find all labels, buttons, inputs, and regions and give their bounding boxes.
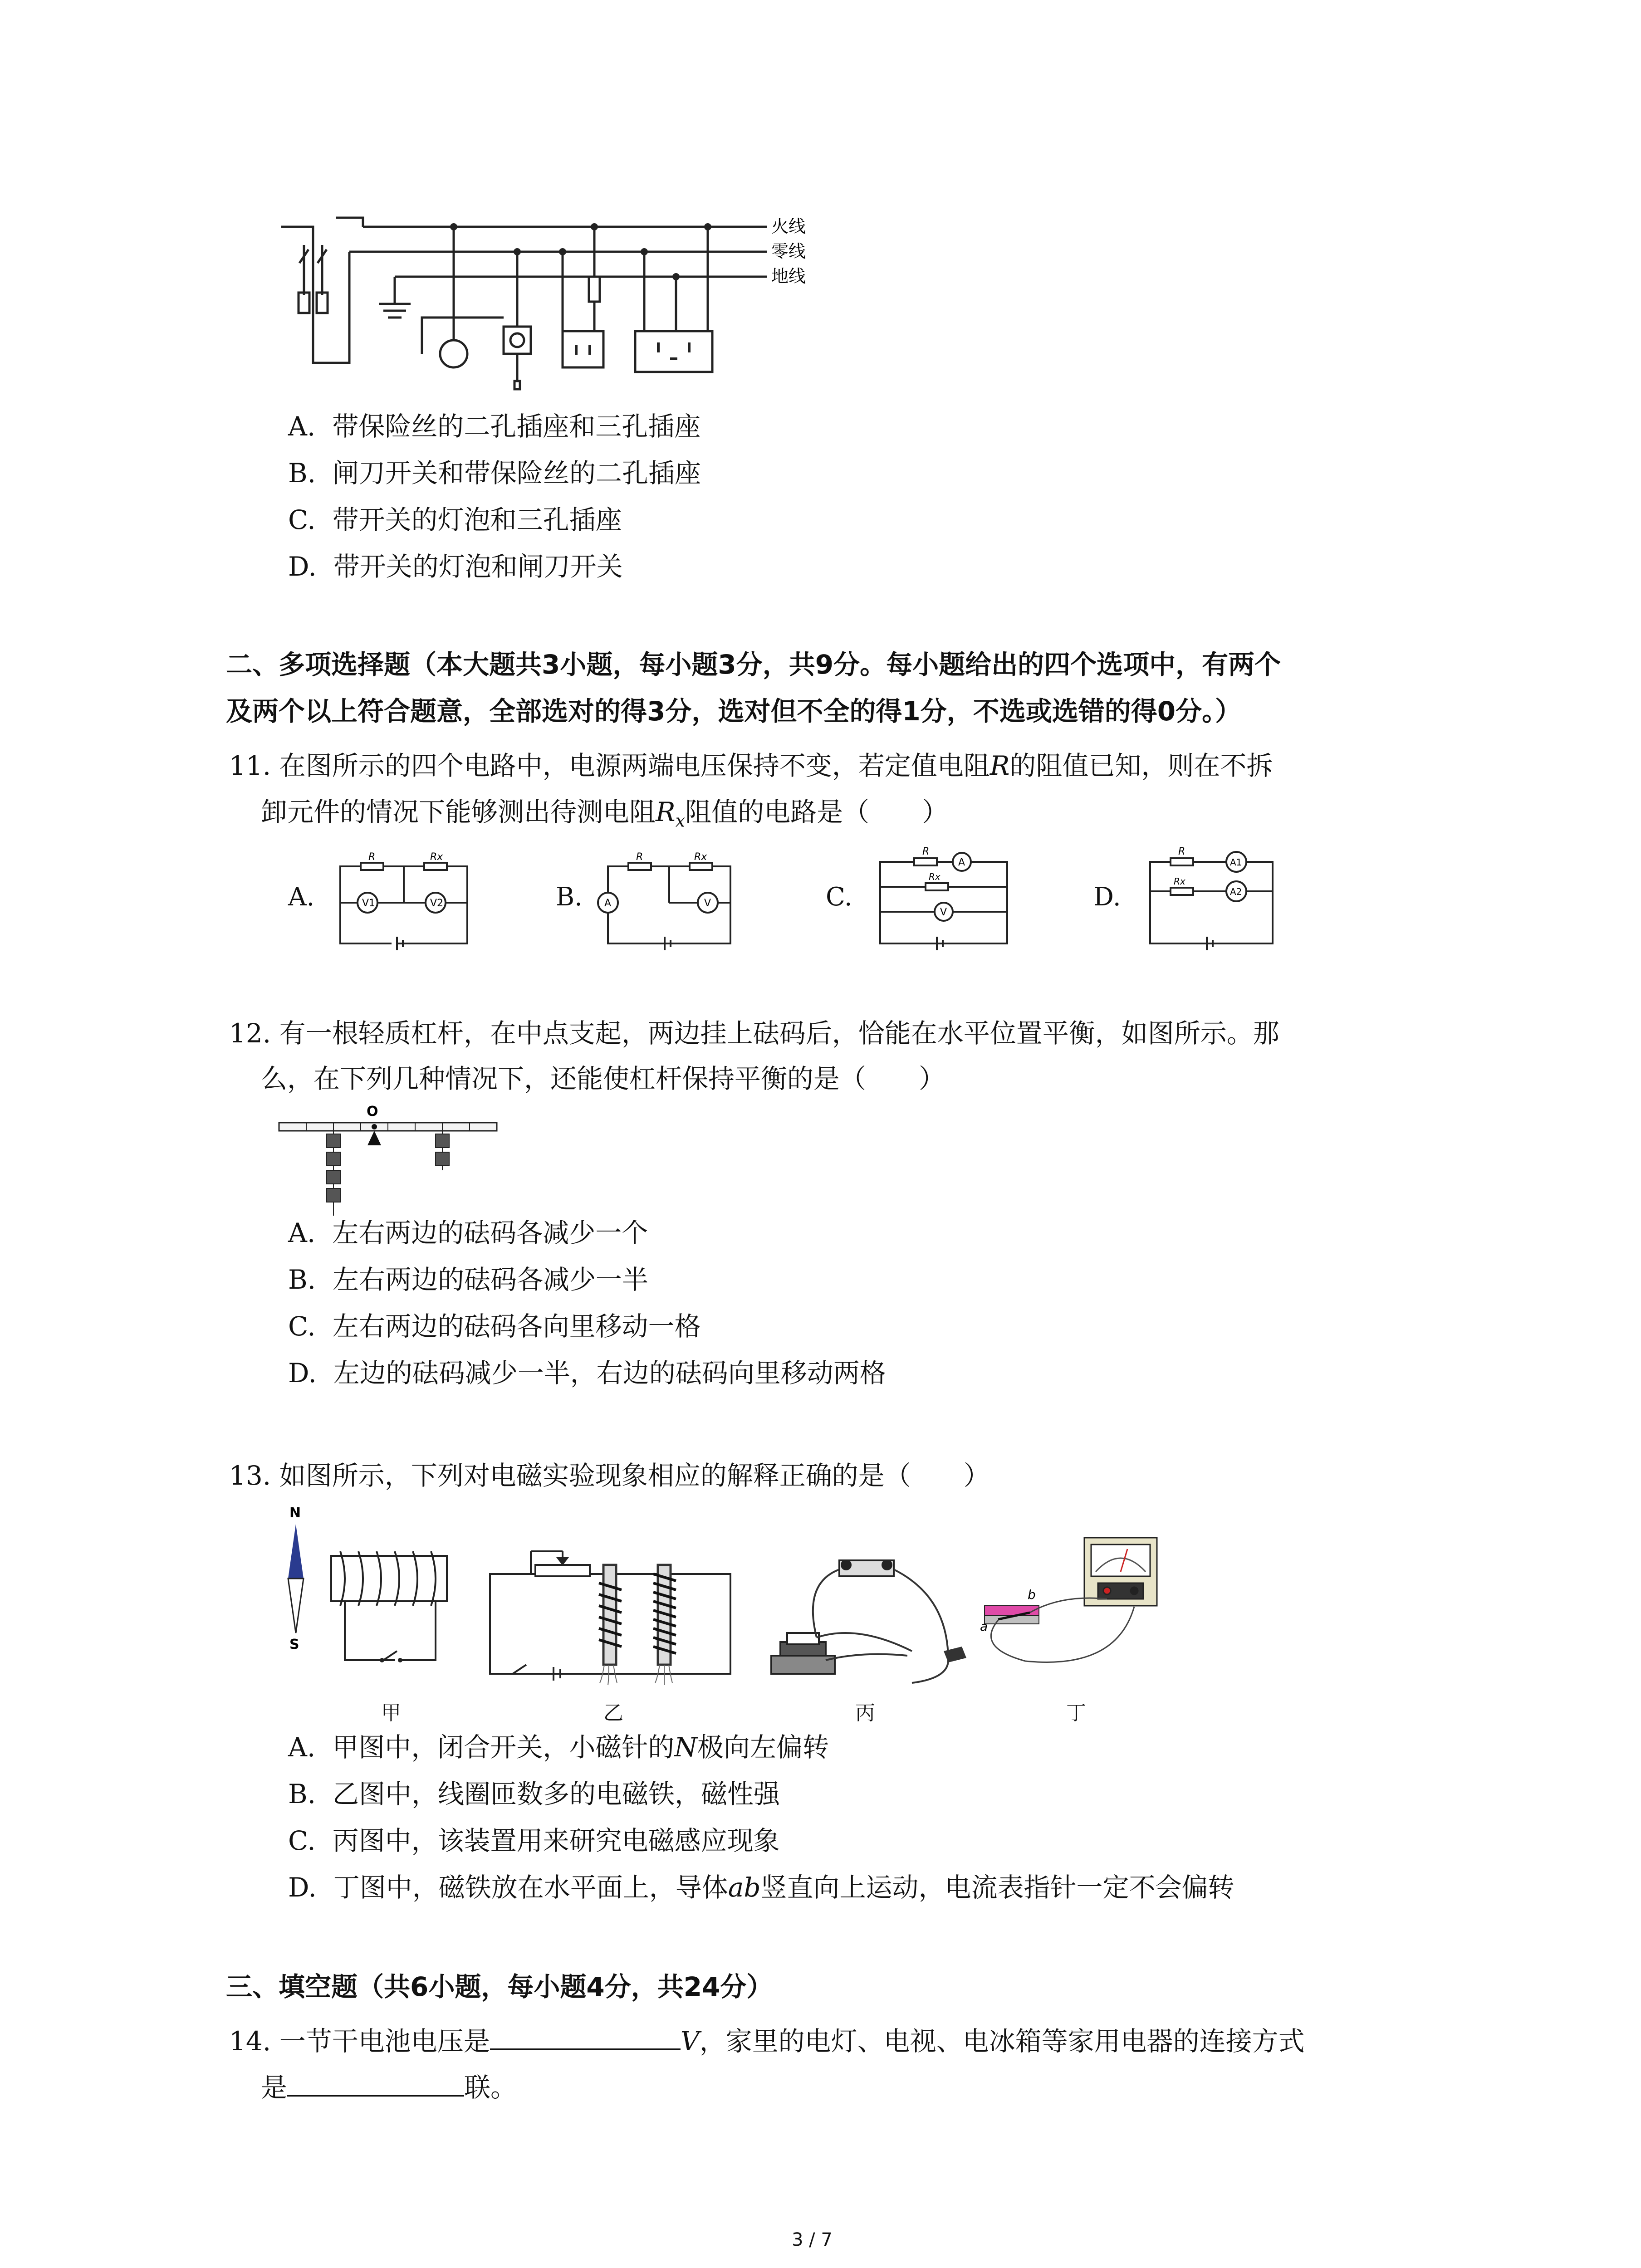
compass-s-label: S bbox=[289, 1637, 299, 1652]
q10-option-a[interactable]: A. 带保险丝的二孔插座和三孔插座 bbox=[288, 411, 701, 442]
q13-stem: 13. 如图所示，下列对电磁实验现象相应的解释正确的是（ ） bbox=[229, 1460, 990, 1491]
q10-option-b[interactable]: B. 闸刀开关和带保险丝的二孔插座 bbox=[288, 458, 701, 489]
q14-line2: 是 联。 bbox=[261, 2068, 517, 2106]
section2-heading-line1: 二、多项选择题（本大题共3小题，每小题3分，共9分。每小题给出的四个选项中，有两个 bbox=[226, 649, 1281, 680]
q14-line1: 14. 一节干电池电压是 V，家里的电灯、电视、电冰箱等家用电器的连接方式 bbox=[229, 2022, 1305, 2059]
q11b-label-a: A bbox=[604, 898, 612, 909]
q11a-label-rx: Rx bbox=[430, 851, 443, 863]
q11d-label-r: R bbox=[1178, 846, 1185, 857]
fig-yi-electromagnets bbox=[485, 1533, 740, 1696]
fig-caption-ding: 丁 bbox=[1066, 1701, 1086, 1725]
section3-heading: 三、填空题（共6小题，每小题4分，共24分） bbox=[226, 1971, 773, 2002]
fig-caption-yi: 乙 bbox=[603, 1701, 623, 1725]
conductor-label-a: a bbox=[980, 1619, 988, 1634]
fig-caption-bing: 丙 bbox=[855, 1701, 875, 1725]
q11-circuit-d[interactable] bbox=[1146, 844, 1282, 953]
q11d-label-a2: A2 bbox=[1230, 886, 1242, 897]
q12-option-b[interactable]: B. 左右两边的砝码各减少一半 bbox=[288, 1264, 648, 1295]
fig-jia-solenoid-compass bbox=[281, 1501, 463, 1701]
page-number: 3 / 7 bbox=[792, 2229, 833, 2250]
q12-stem-line1: 12. 有一根轻质杠杆，在中点支起，两边挂上砝码后，恰能在水平位置平衡，如图所示。那 bbox=[229, 1018, 1279, 1049]
q11-option-c-letter[interactable]: C. bbox=[826, 882, 852, 912]
wire-label-live: 火线 bbox=[771, 216, 806, 236]
q11b-label-rx: Rx bbox=[694, 851, 707, 863]
q13-option-b[interactable]: B. 乙图中，线圈匝数多的电磁铁，磁性强 bbox=[288, 1779, 780, 1809]
q14-blank-connection[interactable] bbox=[287, 2068, 464, 2097]
household-wiring-diagram bbox=[272, 213, 817, 404]
q11-stem-line1: 11. 在图所示的四个电路中，电源两端电压保持不变，若定值电阻R的阻值已知，则在不拆 bbox=[229, 750, 1273, 781]
q11-circuit-c[interactable] bbox=[873, 844, 1019, 953]
q11-option-a-letter[interactable]: A. bbox=[288, 882, 315, 912]
fig-bing-motor-apparatus bbox=[749, 1551, 985, 1696]
q11-option-b-letter[interactable]: B. bbox=[556, 882, 583, 912]
q12-option-a[interactable]: A. 左右两边的砝码各减少一个 bbox=[288, 1217, 648, 1248]
wire-label-neutral: 零线 bbox=[771, 241, 806, 261]
q11-circuit-b[interactable] bbox=[603, 853, 740, 953]
q13-option-d[interactable]: D. 丁图中，磁铁放在水平面上，导体ab竖直向上运动，电流表指针一定不会偏转 bbox=[288, 1872, 1234, 1903]
compass-n-label: N bbox=[289, 1505, 301, 1521]
q11b-label-v: V bbox=[704, 898, 711, 909]
q10-option-c[interactable]: C. 带开关的灯泡和三孔插座 bbox=[288, 504, 622, 535]
q11c-label-rx: Rx bbox=[929, 871, 941, 882]
q11a-label-v1: V1 bbox=[362, 898, 376, 909]
fig-ding-induction-setup bbox=[971, 1533, 1189, 1696]
wire-label-ground: 地线 bbox=[771, 266, 806, 286]
q14-blank-voltage[interactable] bbox=[490, 2022, 681, 2050]
q11c-label-a: A bbox=[958, 857, 965, 868]
pivot-label: O bbox=[367, 1104, 378, 1119]
fig-caption-jia: 甲 bbox=[381, 1701, 401, 1725]
q13-option-c[interactable]: C. 丙图中，该装置用来研究电磁感应现象 bbox=[288, 1825, 780, 1856]
q12-stem-line2: 么，在下列几种情况下，还能使杠杆保持平衡的是（ ） bbox=[261, 1063, 945, 1094]
q11a-label-v2: V2 bbox=[430, 898, 444, 909]
q11-stem-line2: 卸元件的情况下能够测出待测电阻$R_x$阻值的电路是（ ） bbox=[261, 797, 949, 831]
q12-option-d[interactable]: D. 左边的砝码减少一半，右边的砝码向里移动两格 bbox=[288, 1358, 886, 1388]
q10-option-d[interactable]: D. 带开关的灯泡和闸刀开关 bbox=[288, 551, 623, 582]
q11d-label-rx: Rx bbox=[1174, 876, 1185, 887]
q11d-label-a1: A1 bbox=[1230, 857, 1242, 868]
q11c-label-v: V bbox=[940, 907, 947, 918]
q11-circuit-a[interactable] bbox=[336, 853, 472, 953]
q11c-label-r: R bbox=[922, 846, 930, 857]
section2-heading-line2: 及两个以上符合题意，全部选对的得3分，选对但不全的得1分，不选或选错的得0分。） bbox=[226, 696, 1242, 727]
q13-option-a[interactable]: A. 甲图中，闭合开关，小磁针的N极向左偏转 bbox=[288, 1732, 829, 1763]
q11-option-d-letter[interactable]: D. bbox=[1093, 882, 1121, 912]
lever-diagram bbox=[277, 1102, 513, 1220]
q11a-label-r: R bbox=[368, 851, 376, 863]
q11b-label-r: R bbox=[636, 851, 643, 863]
conductor-label-b: b bbox=[1028, 1587, 1036, 1602]
q12-option-c[interactable]: C. 左右两边的砝码各向里移动一格 bbox=[288, 1311, 701, 1342]
